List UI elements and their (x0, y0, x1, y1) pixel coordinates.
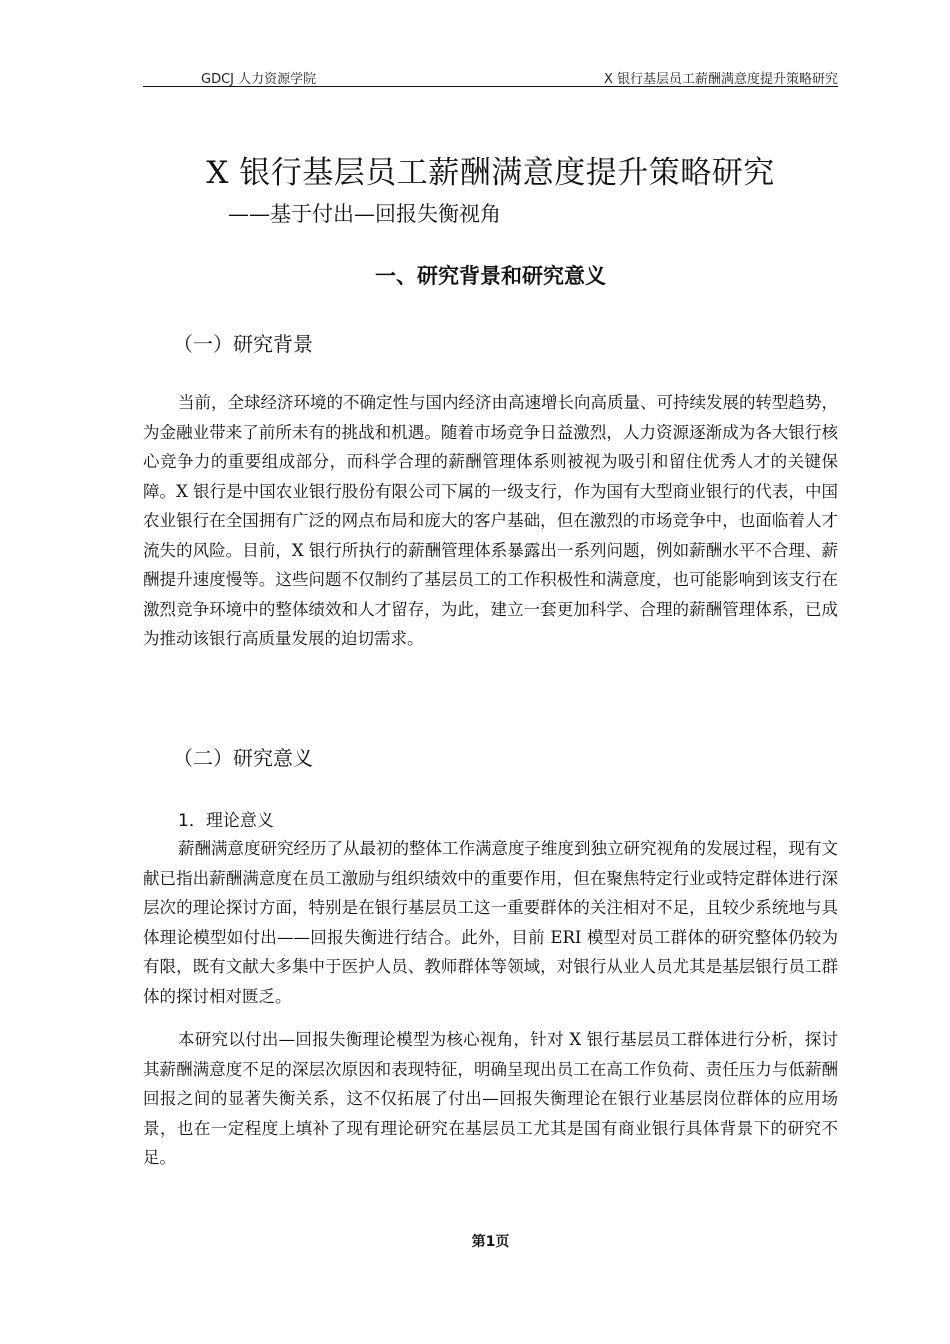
paragraph-background: 当前，全球经济环境的不确定性与国内经济由高速增长向高质量、可持续发展的转型趋势，为金融业带来了前所未有的挑战和机遇。随着市场竞争日益激烈，人力资源逐渐成为各大银行核心竞争力的重要组成部分，而科学合理的薪酬管理体系则被视为吸引和留住优秀人才的关键保障。X 银行是中国农业银行股份有限公司下属的一级支行，作为国有大型商业银行的代表，中国农业银行在全国拥有广泛的网点布局和庞大的客户基础，但在激烈的市场竞争中，也面临着人才流失的风险。目前，X 银行所执行的薪酬管理体系暴露出一系列问题，例如薪酬水平不合理、薪酬提升速度慢等。这些问题不仅制约了基层员工的工作积极性和满意度，也可能影响到该支行在激烈竞争环境中的整体绩效和人才留存，为此，建立一套更加科学、合理的薪酬管理体系，已成为推动该银行高质量发展的迫切需求。 (143, 393, 838, 648)
paragraph-theory-2: 本研究以付出—回报失衡理论模型为核心视角，针对 X 银行基层员工群体进行分析，探讨其薪酬满意度不足的深层次原因和表现特征，明确呈现出员工在高工作负荷、责任压力与低薪酬回报之间的显著失衡关系，这不仅拓展了付出—回报失衡理论在银行业基层岗位群体的应用场景，也在一定程度上填补了现有理论研究在基层员工尤其是国有商业银行具体背景下的研究不足。 (143, 1030, 838, 1167)
header-institution: GDCJ 人力资源学院 (201, 72, 317, 87)
document-title: X 银行基层员工薪酬满意度提升策略研究 (206, 155, 775, 191)
page-header (143, 66, 838, 86)
subsection-heading-significance: （二）研究意义 (173, 746, 313, 770)
page-number: 第1页 (471, 1234, 510, 1250)
subsection-heading-background: （一）研究背景 (173, 332, 313, 356)
section-heading-1: 一、研究背景和研究意义 (375, 264, 606, 288)
paragraph-theory-1: 薪酬满意度研究经历了从最初的整体工作满意度子维度到独立研究视角的发展过程，现有文献已指出薪酬满意度在员工激励与组织绩效中的重要作用，但在聚焦特定行业或特定群体进行深层次的理论探讨方面，特别是在银行基层员工这一重要群体的关注相对不足，且较少系统地与具体理论模型如付出——回报失衡进行结合。此外，目前 ERI 模型对员工群体的研究整体仍较为有限，既有文献大多集中于医护人员、教师群体等领域，对银行从业人员尤其是基层银行员工群体的探讨相对匮乏。 (143, 839, 838, 1006)
document-subtitle: ——基于付出—回报失衡视角 (228, 202, 501, 226)
header-running-title: X 银行基层员工薪酬满意度提升策略研究 (603, 72, 838, 87)
item-heading-theory: 1．理论意义 (178, 811, 274, 831)
header-divider (143, 86, 838, 87)
